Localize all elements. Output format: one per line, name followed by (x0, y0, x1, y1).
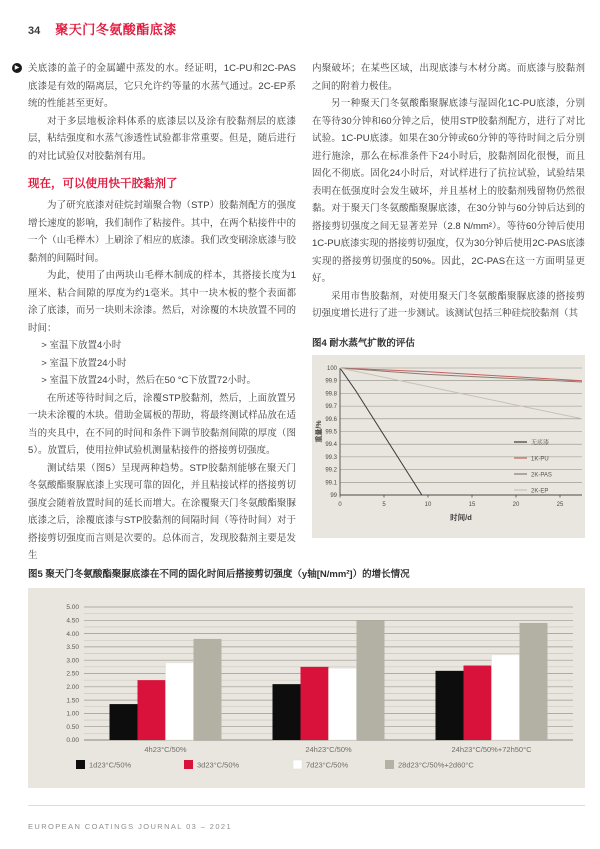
svg-text:4.50: 4.50 (66, 617, 79, 625)
svg-text:无底漆: 无底漆 (531, 440, 550, 446)
svg-text:7d23°C/50%: 7d23°C/50% (306, 760, 349, 770)
svg-text:24h23°C/50%+72h50°C: 24h23°C/50%+72h50°C (451, 745, 532, 754)
list-item: > 室温下放置24小时，然后在50 °C下放置72小时。 (41, 375, 256, 386)
page-header (28, 19, 177, 38)
svg-text:2K-PAS: 2K-PAS (531, 472, 552, 478)
paragraph (14, 60, 296, 113)
svg-text:24h23°C/50%: 24h23°C/50% (305, 745, 352, 754)
left-column (14, 60, 296, 565)
svg-text:99.8: 99.8 (325, 390, 337, 397)
svg-text:3.00: 3.00 (66, 657, 79, 665)
svg-text:2.00: 2.00 (66, 684, 79, 691)
page-footer (28, 805, 585, 831)
arrow-bullet-icon: ▶ (12, 63, 22, 73)
svg-text:20: 20 (512, 501, 520, 508)
list-item: > 室温下放置4小时 (41, 340, 122, 351)
figure4-line-chart (312, 355, 585, 538)
svg-text:99: 99 (330, 492, 337, 499)
page-number: 34 (28, 25, 41, 37)
svg-text:15: 15 (468, 501, 476, 508)
figure4-title: 图4 耐水蒸气扩散的评估 (312, 337, 415, 349)
svg-text:4.00: 4.00 (66, 630, 79, 638)
svg-text:99.5: 99.5 (325, 429, 337, 435)
paragraph: 采用市售胶黏剂，对使用聚天门冬氨酸酯聚脲底漆的搭接剪切强度增长进行了进一步测试。该测试包括三种硅烷胶黏剂（其 (312, 290, 585, 319)
svg-text:1.50: 1.50 (66, 697, 79, 705)
svg-text:99.7: 99.7 (325, 403, 337, 410)
svg-text:28d23°C/50%+2d60°C: 28d23°C/50%+2d60°C (398, 760, 474, 770)
svg-text:99.1: 99.1 (325, 479, 337, 486)
paragraph: 在所述等待时间之后，涂覆STP胶黏剂，然后，上面放置另一块未涂覆的木块。借助金属板的帮助，将最终测试样品放在适当的夹具中，在不同的时间和条件下调节胶黏剂间隙的厚度（图5）。放置后，使用拉伸试验机测量粘接件的搭接剪切强度。 (28, 392, 296, 456)
svg-text:4h23°C/50%: 4h23°C/50% (144, 745, 187, 754)
svg-text:5.00: 5.00 (66, 604, 79, 612)
paragraph: 另一种聚天门冬氨酸酯聚脲底漆与湿固化1C-PU底漆，分别在等待30分钟和60分钟之后，使用STP胶黏剂配方，进行了对比试验。1C-PU底漆。如果在30分钟或60分钟的等待时间之后分别进行施涂，那么在标准条件下24小时后，胶黏剂固化很慢，而且固化不彻底。固化24小时后，对试样进行了抗拉试验，试验结果表明在低强度时会发生破坏，并且基材上的胶黏剂残留物仍然很黏。对于聚天门冬氨酸酯聚脲底漆，在30分钟与60分钟后达到的搭接剪切强度之间无显著差异（2.8 N/mm²）。等待60分钟后使用1C-PU底漆实现的搭接剪切强度，仅为30分钟后使用2C-PAS底漆实现的搭接剪切强度的50%。因此，2C-PAS在这一方面明显更好。 (312, 98, 585, 284)
svg-text:时间/d: 时间/d (450, 512, 472, 522)
right-column (312, 60, 585, 538)
svg-text:1d23°C/50%: 1d23°C/50% (89, 760, 132, 770)
svg-text:3d23°C/50%: 3d23°C/50% (197, 760, 240, 770)
journal-footer-text: EUROPEAN COATINGS JOURNAL 03 – 2021 (28, 822, 233, 831)
svg-text:3.50: 3.50 (66, 644, 79, 652)
svg-text:0.50: 0.50 (66, 723, 79, 731)
paragraph: 测试结果（图5）呈现两种趋势。STP胶黏剂能够在聚天门冬氨酸酯聚脲底漆上实现可靠的固化，并且粘接试样的搭接剪切强度会随着放置时间的延长而增大。在涂覆聚天门冬氨酸酯聚脲底漆之后，涂覆底漆与STP胶黏剂的间隔时间（等待时间）对于搭接剪切强度而言则是次要的。总体而言，发现胶黏剂主要是发生 (28, 462, 296, 561)
svg-text:99.9: 99.9 (325, 378, 337, 385)
svg-text:99.4: 99.4 (325, 441, 337, 448)
section-heading: 现在，可以使用快干胶黏剂了 (28, 178, 178, 190)
svg-text:5: 5 (382, 501, 386, 508)
paragraph: 为此，使用了由两块山毛榉木制成的样本，其搭接长度为1厘米、粘合间隙的厚度为约1毫米。其中一块木板的整个表面都涂了底漆，而另一块则未涂漆。然后，对涂覆的木块放置不同的时间： (28, 270, 296, 334)
svg-text:10: 10 (424, 501, 432, 508)
svg-text:1K-PU: 1K-PU (531, 456, 549, 462)
svg-text:1.00: 1.00 (66, 710, 79, 718)
paragraph: 为了研究底漆对硅烷封端聚合物（STP）胶黏剂配方的强度增长速度的影响，我们制作了粘接件。其中，在两个粘接件中的一个（山毛榉木）上刷涂了相应的底漆。我们改变刷涂底漆与胶黏剂的间隔时间。 (28, 200, 296, 264)
svg-text:99.2: 99.2 (325, 467, 337, 474)
paragraph: 内聚破坏；在某些区域，出现底漆与木材分离。而底漆与胶黏剂之间的附着力极佳。 (312, 63, 585, 92)
article-title: 聚天门冬氨酸酯底漆 (55, 22, 177, 37)
bar-chart-canvas (28, 588, 585, 788)
line-chart-canvas (312, 355, 585, 538)
figure5-caption: 图5 聚天门冬氨酸酯聚脲底漆在不同的固化时间后搭接剪切强度（y轴[N/mm²]）的增长情况 (28, 569, 410, 580)
svg-text:重量/%: 重量/% (316, 419, 323, 443)
svg-text:99.3: 99.3 (325, 454, 337, 461)
paragraph: 对于多层地板涂料体系的底漆层以及涂有胶黏剂层的底漆层，粘结强度和水蒸气渗透性试验都非常重要。但是，随后进行的对比试验仅对胶黏剂有用。 (28, 115, 296, 162)
svg-text:0.00: 0.00 (66, 737, 79, 745)
figure5-bar-chart (28, 588, 585, 788)
figure5-block (28, 566, 585, 788)
svg-text:0: 0 (338, 501, 342, 508)
svg-text:2.50: 2.50 (66, 670, 79, 678)
paragraph-text: 关底漆的盖子的金属罐中蒸发的水。经证明，1C-PU和2C-PAS底漆是有效的隔离层，它只允许约等量的水蒸气通过。2C-EP系统的性能甚至更好。 (28, 63, 296, 109)
svg-text:100: 100 (326, 365, 337, 372)
svg-text:25: 25 (556, 501, 564, 508)
svg-text:2K-EP: 2K-EP (531, 488, 549, 494)
list-item: > 室温下放置24小时 (41, 357, 127, 369)
svg-text:99.6: 99.6 (325, 416, 337, 423)
